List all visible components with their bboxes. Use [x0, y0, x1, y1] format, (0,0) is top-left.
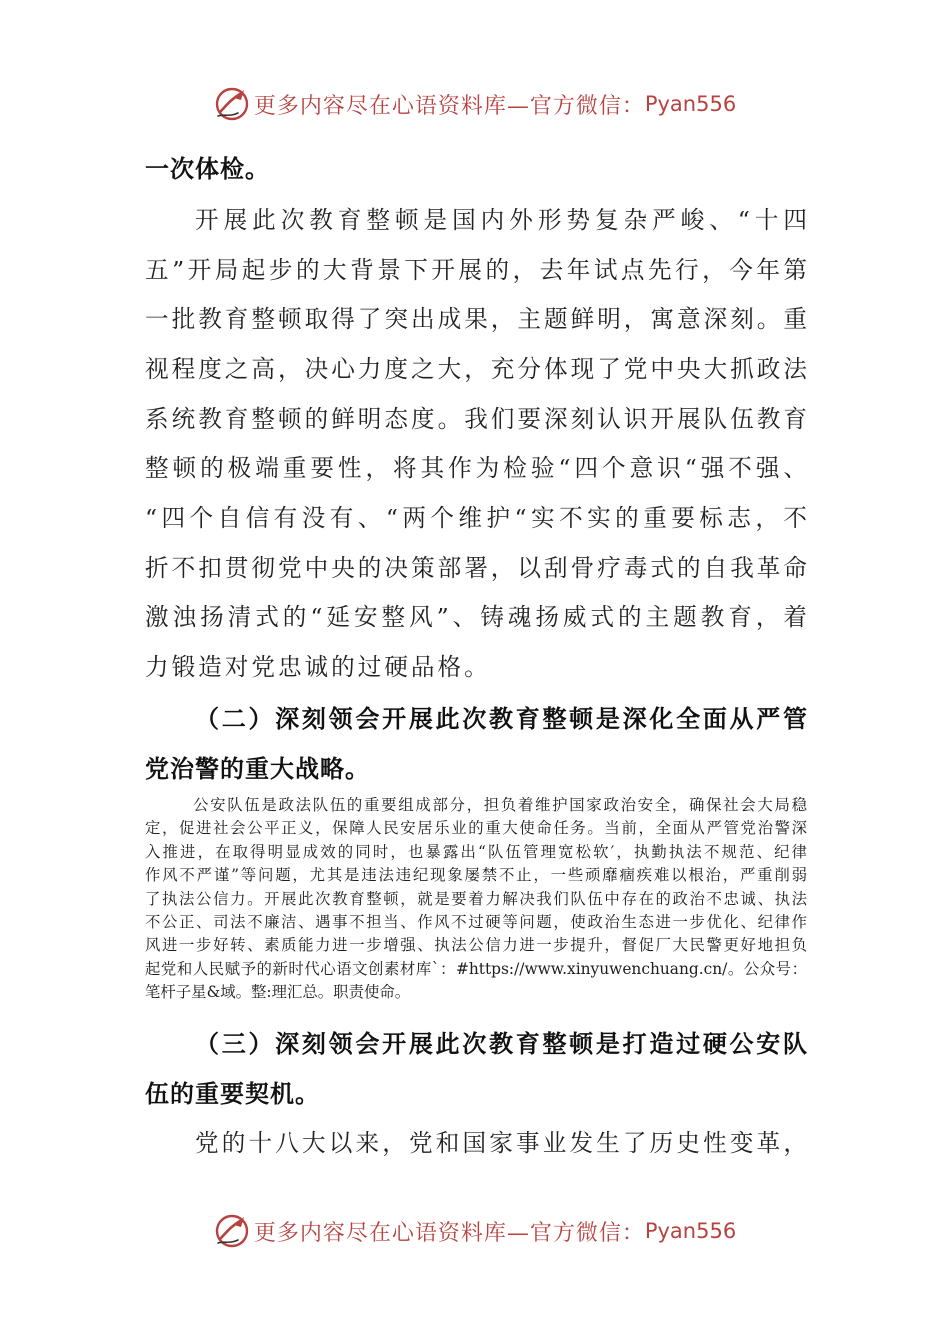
heading-2-line-2: 党治警的重大战略。 — [145, 755, 370, 783]
para1-line-7: “四个自信有没有、“两个维护“实不实的重要标志，不 — [145, 504, 807, 532]
small-para-line-6: 不公正、司法不廉洁、遇事不担当、作风不过硬等问题，使政治生态进一步优化、纪律作 — [145, 912, 807, 931]
para1-line-3: 一批教育整顿取得了突出成果，主题鲜明，寓意深刻。重 — [145, 305, 807, 333]
heading-3-line-2: 伍的重要契机。 — [145, 1080, 320, 1108]
small-para-line-7: 风进一步好转、素质能力进一步增强、执法公信力进一步提升，督促厂大民警更好地担负 — [145, 936, 807, 955]
heading-2-line-1: （二）深刻领会开展此次教育整顿是深化全面从严管 — [195, 705, 807, 733]
para1-line-1: 开展此次教育整顿是国内外形势复杂严峻、“十四 — [195, 206, 807, 234]
footer-banner-text: 更多内容尽在心语资料库—官方微信： — [253, 1220, 645, 1246]
para1-line-6: 整顿的极端重要性，将其作为检验“四个意识“强不强、 — [145, 454, 807, 482]
para1-line-5: 系统教育整顿的鲜明态度。我们要深刻认识开展队伍教育 — [145, 405, 807, 433]
pen-logo-icon — [214, 86, 250, 122]
small-para-line-4: 作风不严谨”等问题，尤其是违法违纪现象屡禁不止，一些顽靡痼疾难以根治，严重削弱 — [145, 866, 807, 885]
small-para-line-9: 笔杆子星&域。整:理汇总。职责使命。 — [145, 983, 411, 1002]
para1-line-8: 折不扣贯彻党中央的决策部署，以刮骨疗毒式的自我革命 — [145, 554, 807, 582]
para-last-line-1: 党的十八大以来，党和国家事业发生了历史性变革， — [195, 1129, 807, 1157]
pen-logo-icon — [214, 1213, 250, 1249]
small-para-line-5: 了执法公信力。开展此次教育整顿，就是要着力解决我们队伍中存在的政治不忠诚、执法 — [145, 889, 807, 908]
small-para-line-2: 定，促进社会公平正义，保障人民安居乐业的重大使命任务。当前，全面从严管党治警深 — [145, 819, 807, 838]
heading-3-line-1: （三）深刻领会开展此次教育整顿是打造过硬公安队 — [195, 1030, 807, 1058]
header-banner-text: 更多内容尽在心语资料库—官方微信： — [253, 93, 645, 119]
para1-line-2: 五”开局起步的大背景下开展的，去年试点先行，今年第 — [145, 256, 807, 284]
header-wechat-id: Pyan556 — [644, 92, 737, 116]
intro-line: 一次体检。 — [145, 155, 270, 183]
small-para-line-3: 入推进，在取得明显成效的同时，也暴露出“队伍管理宽松软′，执勤执法不规范、纪律 — [145, 842, 807, 861]
para1-line-9: 激浊扬清式的“延安整风”、铸魂扬威式的主题教育，着 — [145, 603, 807, 631]
footer-banner — [0, 1209, 950, 1253]
small-para-line-1: 公安队伍是政法队伍的重要组成部分，担负着维护国家政治安全，确保社会大局稳 — [193, 796, 807, 814]
header-banner — [0, 82, 950, 126]
footer-wechat-id: Pyan556 — [644, 1219, 737, 1243]
small-para-line-8: 起党和人民赋予的新时代心语文创素材库`：#https://www.xinyuwenchuang.cn/。公众号： — [145, 959, 807, 978]
small-paragraph — [145, 794, 807, 1005]
para1-line-4: 视程度之高，决心力度之大，充分体现了党中央大抓政法 — [145, 355, 807, 383]
para1-line-10: 力锻造对党忠诚的过硬品格。 — [145, 653, 491, 681]
